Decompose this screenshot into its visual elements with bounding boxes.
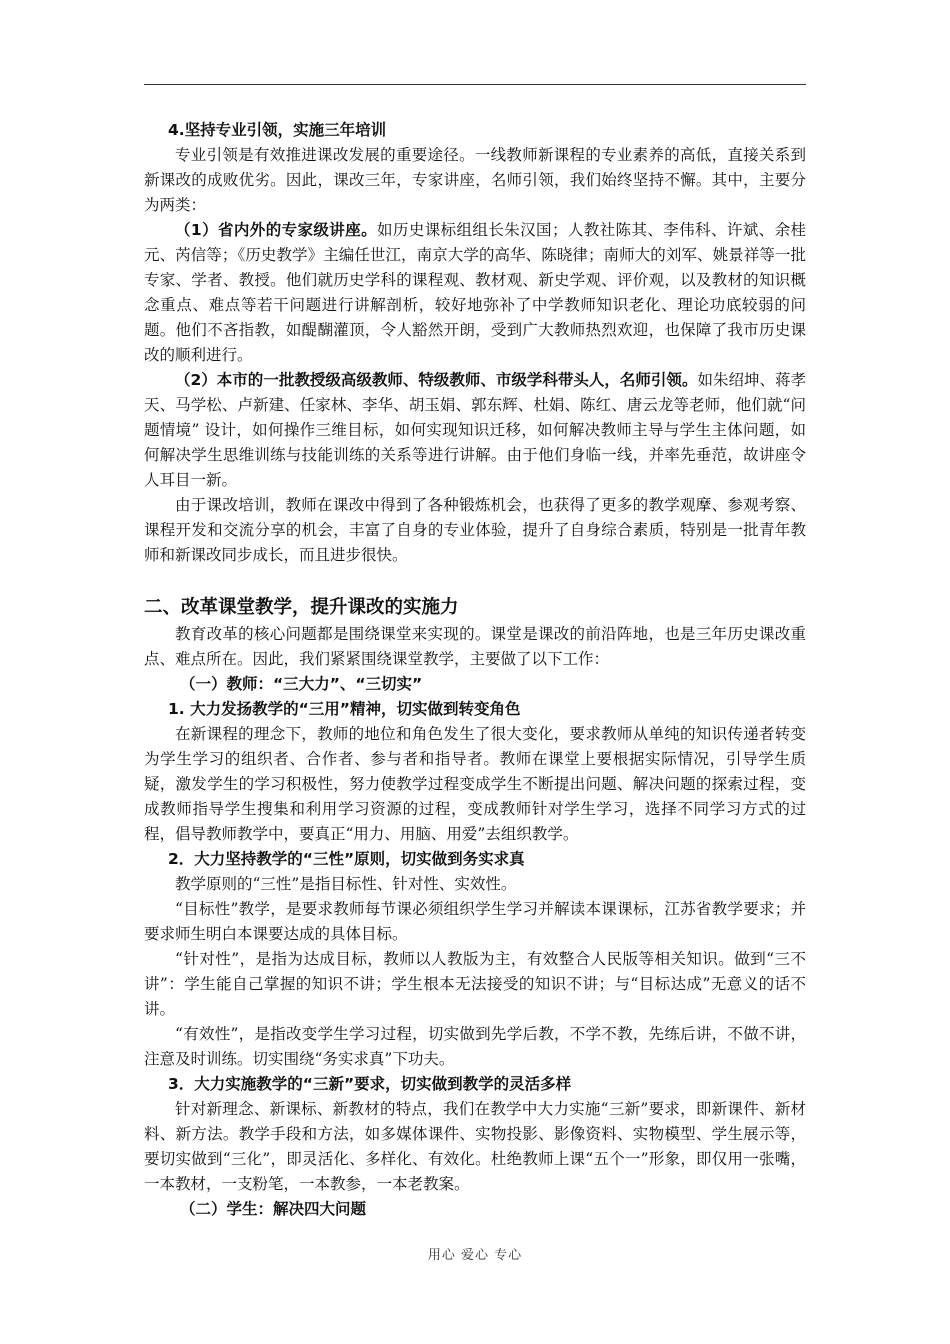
subsection-2-heading: （二）学生：解决四大问题 [180,1200,367,1218]
point-3-heading: 3．大力实施教学的“三新”要求，切实做到教学的灵活多样 [168,1075,572,1093]
paragraph-item-2 [144,368,806,493]
item-2-lead: （2）本市的一批教授级高级教师、特级教师、市级学科带头人，名师引领。 [175,371,698,389]
paragraph: 教学原则的“三性”是指目标性、针对性、实效性。 [175,875,517,893]
document-body [144,118,806,1222]
section-2-heading: 二、改革课堂教学，提升课改的实施力 [144,597,459,618]
header-rule [144,84,806,85]
point-1-heading: 1. 大力发扬教学的“三用”精神，切实做到转变角色 [168,700,521,718]
paragraph: 专业引领是有效推进课改发展的重要途径。一线教师新课程的专业素养的高低，直接关系到新课改的成败优劣。因此，课改三年，专家讲座，名师引领，我们始终坚持不懈。其中，主要分为两类： [144,146,806,214]
paragraph: 针对新理念、新课标、新教材的特点，我们在教学中大力实施“三新”要求，即新课件、新材料、新方法。教学手段和方法，如多媒体课件、实物投影、影像资料、实物模型、学生展示等，要切实做到“三化”，即灵活化、多样化、有效化。杜绝教师上课“五个一”形象，即仅用一张嘴，一本教材，一支粉笔，一本教参，一本老教案。 [144,1100,806,1193]
item-2-text: 如朱绍坤、蒋孝天、马学松、卢新建、任家林、李华、胡玉娟、郭东辉、杜娟、陈红、唐云龙等老师，他们就“问题情境” 设计，如何操作三维目标，如何实现知识迁移，如何解决教师主导与学生主体问题，如何解决学生思维训练与技能训练的关系等进行讲解。由于他们身临一线，并率先垂范，故讲座令人耳目一新。 [144,371,806,489]
paragraph-item-1 [144,218,806,368]
paragraph: “有效性”，是指改变学生学习过程，切实做到先学后教，不学不教，先练后讲，不做不讲，注意及时训练。切实围绕“务实求真”下功夫。 [144,1025,806,1068]
item-1-text: 如历史课标组组长朱汉国；人教社陈其、李伟科、许斌、余桂元、芮信等；《历史教学》主编任世江，南京大学的高华、陈晓律；南师大的刘军、姚景祥等一批专家、学者、教授。他们就历史学科的课程观、教材观、新史学观、评价观，以及教材的知识概念重点、难点等若干问题进行讲解剖析，较好地弥补了中学教师知识老化、理论功底较弱的问题。他们不吝指教，如醍醐灌顶，令人豁然开朗，受到广大教师热烈欢迎，也保障了我市历史课改的顺利进行。 [144,221,806,364]
paragraph: 教育改革的核心问题都是围绕课堂来实现的。课堂是课改的前沿阵地，也是三年历史课改重点、难点所在。因此，我们紧紧围绕课堂教学，主要做了以下工作： [144,625,806,668]
item-1-lead: （1）省内外的专家级讲座。 [175,221,378,239]
paragraph: 在新课程的理念下，教师的地位和角色发生了很大变化，要求教师从单纯的知识传递者转变为学生学习的组织者、合作者、参与者和指导者。教师在课堂上要根据实际情况，引导学生质疑，激发学生的学习积极性，努力使教学过程变成学生不断提出问题、解决问题的探索过程，变成教师指导学生搜集和利用学习资源的过程，变成教师针对学生学习，选择不同学习方式的过程，倡导教师教学中，要真正“用力、用脑、用爱”去组织教学。 [144,725,806,843]
subsection-1-heading: （一）教师：“三大力”、“三切实” [180,675,423,693]
point-2-heading: 2．大力坚持教学的“三性”原则，切实做到务实求真 [168,850,525,868]
section-4-heading: 4.坚持专业引领，实施三年培训 [168,121,387,139]
paragraph: “目标性”教学，是要求教师每节课必须组织学生学习并解读本课课标，江苏省教学要求；并要求师生明白本课要达成的具体目标。 [144,900,806,943]
page-footer: 用心 爱心 专心 [427,1248,523,1263]
paragraph: “针对性”，是指为达成目标，教师以人教版为主，有效整合人民版等相关知识。做到“三不讲”：学生能自己掌握的知识不讲；学生根本无法接受的知识不讲；与“目标达成”无意义的话不讲。 [144,950,806,1018]
paragraph: 由于课改培训，教师在课改中得到了各种锻炼机会，也获得了更多的教学观摩、参观考察、课程开发和交流分享的机会，丰富了自身的专业体验，提升了自身综合素质，特别是一批青年教师和新课改同步成长，而且进步很快。 [144,496,806,564]
